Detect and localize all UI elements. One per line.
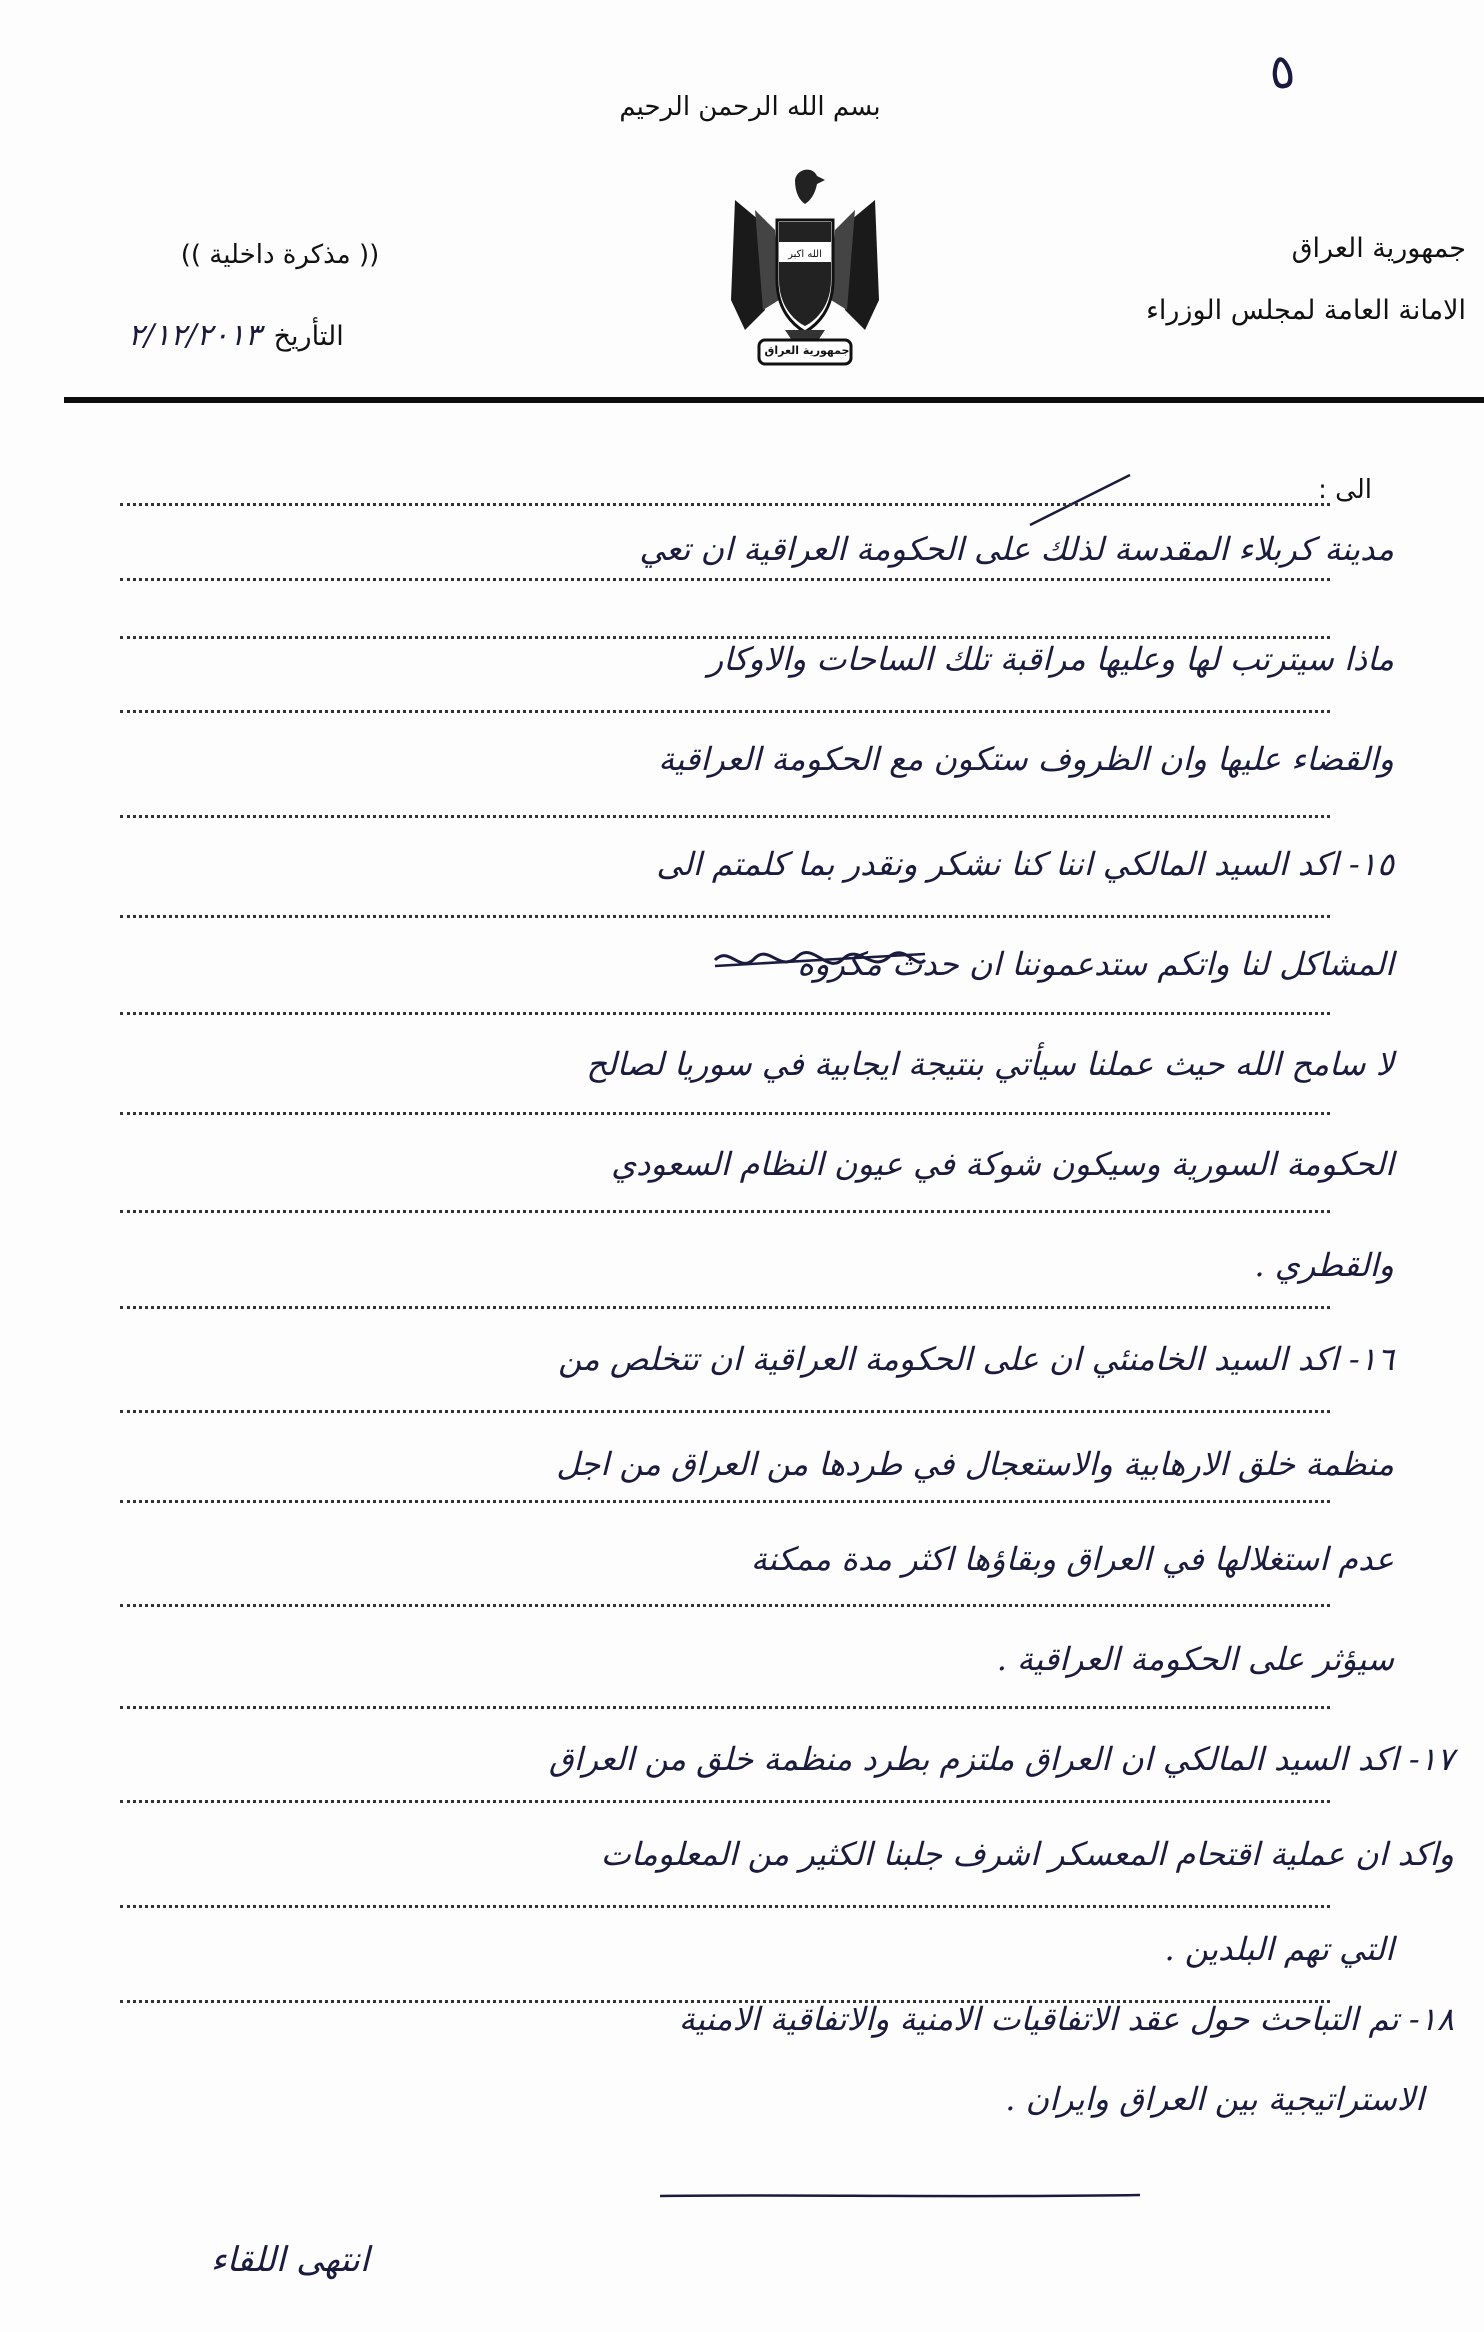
body-line: عدم استغلالها في العراق وبقاؤها اكثر مدة ممكنة bbox=[750, 1540, 1394, 1578]
recipient-label: الى : bbox=[1318, 475, 1372, 505]
ruled-line bbox=[120, 1210, 1330, 1213]
body-line: ١٦- اكد السيد الخامنئي ان على الحكومة العراقية ان تتخلص من bbox=[558, 1340, 1394, 1378]
ruled-line bbox=[120, 1604, 1330, 1607]
ruled-line bbox=[120, 815, 1330, 818]
signature-line bbox=[660, 2193, 1140, 2199]
date-value: ٢/١٢/٢٠١٣ bbox=[128, 318, 262, 353]
ruled-line bbox=[120, 503, 1330, 506]
body-line: ١٥- اكد السيد المالكي اننا كنا نشكر ونقدر بما كلمتم الى bbox=[656, 845, 1394, 883]
ruled-line bbox=[120, 710, 1330, 713]
body-line: واكد ان عملية اقتحام المعسكر اشرف جلبنا الكثير من المعلومات bbox=[600, 1835, 1454, 1873]
country-name: جمهورية العراق bbox=[1291, 233, 1466, 264]
issuer-block bbox=[1146, 218, 1466, 342]
svg-text:الله اكبر: الله اكبر bbox=[788, 249, 822, 260]
body-line: سيؤثر على الحكومة العراقية . bbox=[996, 1640, 1394, 1678]
header-divider bbox=[64, 397, 1484, 403]
ruled-line bbox=[120, 578, 1330, 581]
body-line: مدينة كربلاء المقدسة لذلك على الحكومة العراقية ان تعي bbox=[639, 530, 1394, 568]
emblem-caption: جمهورية العراق bbox=[764, 344, 850, 357]
body-line: لا سامح الله حيث عملنا سيأتي بنتيجة ايجابية في سوريا لصالح bbox=[586, 1045, 1394, 1083]
body-line: منظمة خلق الارهابية والاستعجال في طردها من العراق من اجل bbox=[556, 1445, 1394, 1483]
body-line: التي تهم البلدين . bbox=[1164, 1930, 1394, 1968]
body-line: المشاكل لنا واتكم ستدعموننا ان حدث مكروه bbox=[797, 945, 1394, 983]
ruled-line bbox=[120, 1012, 1330, 1015]
ruled-line bbox=[120, 1706, 1330, 1709]
date-label: التأريخ bbox=[273, 321, 344, 352]
ruled-line bbox=[120, 1905, 1330, 1908]
body-line: ماذا سيترتب لها وعليها مراقبة تلك الساحات والاوكار bbox=[707, 640, 1394, 678]
ruled-line bbox=[120, 1800, 1330, 1803]
body-line: الحكومة السورية وسيكون شوكة في عيون النظام السعودي bbox=[611, 1145, 1394, 1183]
body-line: الاستراتيجية بين العراق وايران . bbox=[1005, 2080, 1424, 2118]
office-name: الامانة العامة لمجلس الوزراء bbox=[1146, 295, 1466, 326]
memo-type: (( مذكرة داخلية )) bbox=[180, 240, 380, 270]
crossed-out-scribble bbox=[710, 940, 930, 980]
date-line bbox=[128, 318, 428, 353]
body-line: ١٨- تم التباحث حول عقد الاتفاقيات الامنية والاتفاقية الامنية bbox=[678, 2000, 1454, 2038]
ruled-line bbox=[120, 1500, 1330, 1503]
ruled-line bbox=[120, 1306, 1330, 1309]
body-line: والقطري . bbox=[1254, 1246, 1394, 1284]
basmala: بسم الله الرحمن الرحيم bbox=[619, 92, 881, 122]
ruled-line bbox=[120, 636, 1330, 639]
pen-mark-icon bbox=[1020, 470, 1140, 530]
ruled-line bbox=[120, 915, 1330, 918]
signoff: انتهى اللقاء bbox=[210, 2240, 370, 2280]
body-line: ١٧- اكد السيد المالكي ان العراق ملتزم بطرد منظمة خلق من العراق bbox=[548, 1740, 1454, 1778]
ruled-line bbox=[120, 1112, 1330, 1115]
page-number: ٥ bbox=[1265, 42, 1299, 102]
ruled-line bbox=[120, 1410, 1330, 1413]
body-line: والقضاء عليها وان الظروف ستكون مع الحكومة العراقية bbox=[658, 740, 1394, 778]
